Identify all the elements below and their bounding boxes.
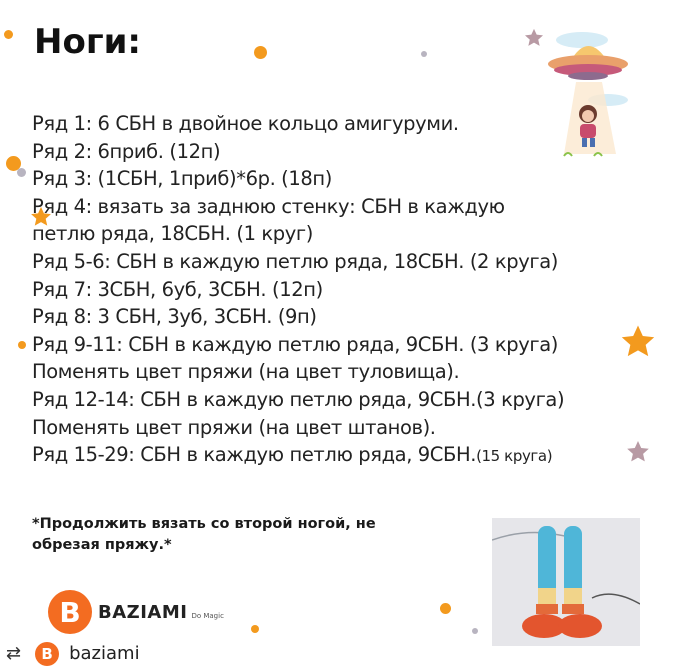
orange-dot-icon: [4, 30, 13, 39]
grey-dot-icon: [421, 51, 427, 57]
orange-dot-icon: [18, 341, 26, 349]
pattern-row: Ряд 4: вязать за заднюю стенку: СБН в каждую: [32, 194, 505, 218]
pattern-row: Ряд 1: 6 СБН в двойное кольцо амигуруми.: [32, 112, 459, 135]
pattern-row: Ряд 3: (1СБН, 1приб)*6р. (18п): [32, 167, 332, 191]
repost-icon[interactable]: ⇄: [6, 643, 22, 664]
logo-name: BAZIAMI: [98, 601, 188, 623]
orange-dot-icon: [251, 625, 259, 633]
pattern-row: Поменять цвет пряжи (на цвет штанов).: [32, 415, 436, 439]
logo-mark: B: [48, 590, 92, 634]
orange-dot-icon: [440, 603, 451, 614]
pattern-row: [32, 441, 662, 471]
legs-photo: [492, 518, 640, 646]
note: [32, 514, 472, 556]
pattern-rows: [32, 110, 662, 471]
pattern-row: Ряд 9-11: СБН в каждую петлю ряда, 9СБН. (3 круга): [32, 332, 558, 356]
pattern-row: Ряд 2: 6приб. (12п): [32, 139, 221, 163]
pattern-row-suffix: (15 круга): [476, 447, 553, 466]
note-line: обрезая пряжу.*: [32, 537, 172, 553]
pattern-row: Ряд 8: 3 СБН, 3уб, 3СБН. (9п): [32, 305, 317, 329]
pattern-row: Поменять цвет пряжи (на цвет туловища).: [32, 360, 460, 384]
pattern-row: Ряд 12-14: СБН в каждую петлю ряда, 9СБН.(3 круга): [32, 387, 565, 411]
pattern-row: петлю ряда, 18СБН. (1 круг): [32, 222, 313, 246]
page-title: Ноги:: [34, 22, 141, 62]
logo-tagline: Do Magic: [191, 612, 224, 620]
brand-logo: [48, 590, 224, 634]
grey-dot-icon: [472, 628, 478, 634]
orange-dot-icon: [254, 46, 267, 59]
note-line: *Продолжить вязать со второй ногой, не: [32, 516, 376, 532]
post-footer: [0, 639, 673, 668]
grey-dot-icon: [17, 168, 26, 177]
avatar[interactable]: B: [35, 642, 59, 666]
pattern-row: Ряд 7: 3СБН, 6уб, 3СБН. (12п): [32, 277, 323, 301]
pattern-row: Ряд 5-6: СБН в каждую петлю ряда, 18СБН. (2 круга): [32, 249, 558, 273]
username-link[interactable]: baziami: [69, 643, 140, 664]
pattern-row-text: Ряд 15-29: СБН в каждую петлю ряда, 9СБН.: [32, 443, 477, 467]
